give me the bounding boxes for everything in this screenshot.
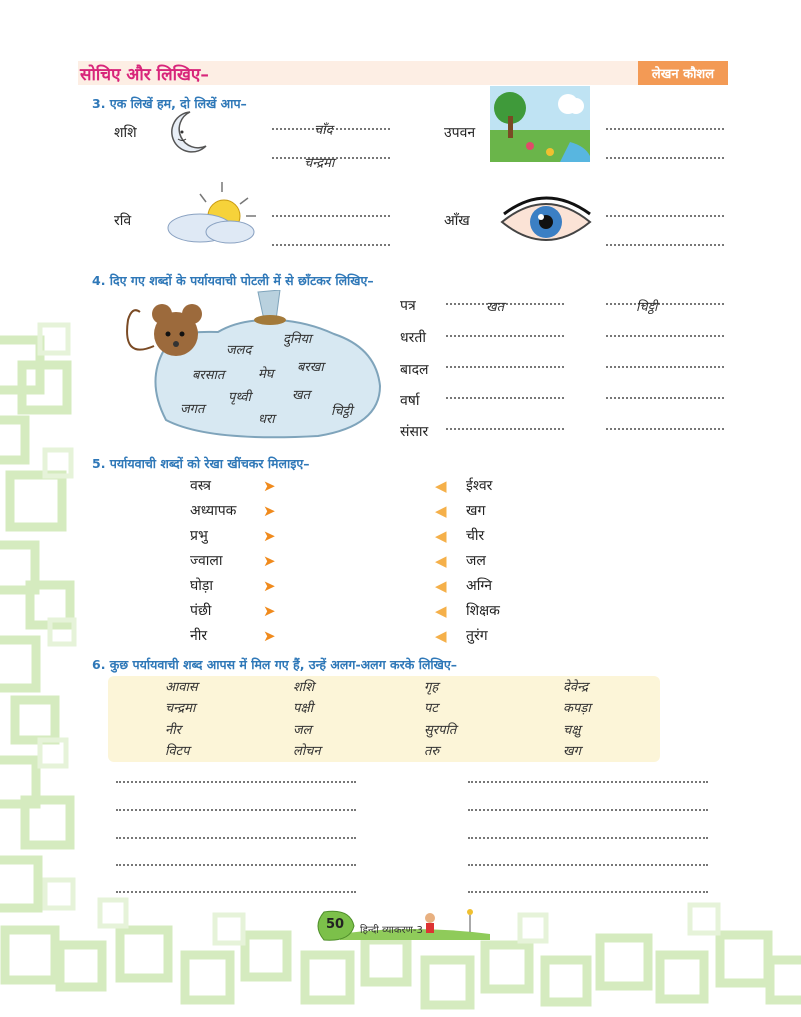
- page-number: 50: [326, 917, 345, 932]
- q3-word-shashi: शशि: [114, 125, 137, 141]
- q4-word: बादल: [400, 362, 429, 378]
- q4-answer: खत: [486, 300, 505, 315]
- mixed-word: विटप: [165, 744, 190, 759]
- q6-answer-line[interactable]: [468, 891, 708, 893]
- mixed-word: खग: [563, 744, 581, 759]
- left-arrow-icon[interactable]: ◀: [435, 477, 447, 495]
- q5-left-word: नीर: [190, 628, 208, 644]
- mixed-word: कपड़ा: [563, 701, 591, 716]
- question-3-title: 3. एक लिखें हम, दो लिखें आप–: [92, 96, 247, 111]
- q4-word: धरती: [400, 330, 426, 346]
- mixed-word: तरु: [424, 744, 440, 759]
- q5-left-word: घोड़ा: [190, 578, 214, 594]
- q5-left-word: ज्वाला: [190, 553, 223, 569]
- bag-word: बरखा: [297, 360, 324, 375]
- mixed-word: पट: [424, 701, 438, 716]
- q4-answer: चिट्ठी: [636, 300, 658, 315]
- right-arrow-icon[interactable]: ➤: [263, 577, 276, 595]
- right-arrow-icon[interactable]: ➤: [263, 502, 276, 520]
- bag-word: पृथ्वी: [228, 390, 251, 405]
- left-arrow-icon[interactable]: ◀: [435, 577, 447, 595]
- book-title: हिन्दी व्याकरण-3: [360, 925, 423, 936]
- bag-word: चिट्ठी: [331, 404, 353, 419]
- sun-cloud-icon: [160, 180, 264, 246]
- q5-right-word: चीर: [466, 528, 485, 544]
- q6-answer-line[interactable]: [116, 781, 356, 783]
- bag-word: जलद: [226, 343, 252, 358]
- mixed-word: चन्द्रमा: [165, 701, 196, 716]
- mixed-word: जल: [293, 723, 312, 738]
- q4-word: संसार: [400, 424, 429, 440]
- bag-word: मेघ: [258, 367, 274, 382]
- q6-answer-line[interactable]: [468, 809, 708, 811]
- left-arrow-icon[interactable]: ◀: [435, 502, 447, 520]
- q4-word: पत्र: [400, 298, 416, 314]
- mixed-word: शशि: [293, 680, 315, 695]
- mixed-word: गृह: [424, 680, 439, 695]
- q6-answer-line[interactable]: [116, 891, 356, 893]
- bag-word: जगत: [180, 402, 205, 417]
- q3-line-4b[interactable]: [606, 244, 724, 246]
- q5-left-word: पंछी: [190, 603, 212, 619]
- mixed-word: पक्षी: [293, 701, 314, 716]
- mixed-word: सुरपति: [424, 723, 457, 738]
- q4-line[interactable]: [606, 397, 724, 399]
- right-arrow-icon[interactable]: ➤: [263, 527, 276, 545]
- q5-right-word: अग्नि: [466, 578, 493, 594]
- bag-word: खत: [292, 388, 311, 403]
- right-arrow-icon[interactable]: ➤: [263, 477, 276, 495]
- q3-line-3b[interactable]: [272, 244, 390, 246]
- q3-word-aankh: आँख: [444, 213, 470, 229]
- q4-line[interactable]: [606, 303, 724, 305]
- q5-left-word: वस्त्र: [190, 478, 211, 494]
- q3-line-3a[interactable]: [272, 215, 390, 217]
- section-title: सोचिए और लिखिए–: [80, 65, 209, 85]
- q6-answer-line[interactable]: [468, 864, 708, 866]
- left-arrow-icon[interactable]: ◀: [435, 527, 447, 545]
- question-5-title: 5. पर्यायवाची शब्दों को रेखा खींचकर मिलाइए–: [92, 456, 310, 471]
- q5-right-word: खग: [466, 503, 486, 519]
- q5-right-word: जल: [466, 553, 486, 569]
- q6-answer-line[interactable]: [116, 864, 356, 866]
- q4-line[interactable]: [446, 428, 564, 430]
- mixed-word: चक्षु: [563, 723, 581, 738]
- q3-answer-1a: चाँद: [314, 123, 333, 138]
- q6-answer-line[interactable]: [116, 809, 356, 811]
- eye-icon: [498, 192, 594, 252]
- q6-answer-line[interactable]: [116, 837, 356, 839]
- q3-line-2b[interactable]: [606, 157, 724, 159]
- q4-line[interactable]: [606, 428, 724, 430]
- q6-answer-line[interactable]: [468, 837, 708, 839]
- q5-right-word: शिक्षक: [466, 603, 500, 619]
- q4-line[interactable]: [446, 335, 564, 337]
- q4-line[interactable]: [446, 397, 564, 399]
- q3-word-ravi: रवि: [114, 213, 132, 229]
- mixed-word: आवास: [165, 680, 198, 695]
- q4-line[interactable]: [446, 366, 564, 368]
- mixed-word: नीर: [165, 723, 181, 738]
- q3-answer-1b: चन्द्रमा: [304, 156, 335, 171]
- q4-line[interactable]: [606, 366, 724, 368]
- right-arrow-icon[interactable]: ➤: [263, 627, 276, 645]
- left-arrow-icon[interactable]: ◀: [435, 552, 447, 570]
- q3-line-4a[interactable]: [606, 215, 724, 217]
- bag-word: दुनिया: [283, 332, 312, 347]
- mixed-word: लोचन: [293, 744, 321, 759]
- bag-word: धरा: [258, 412, 275, 427]
- mixed-word: देवेन्द्र: [563, 680, 589, 695]
- q4-line[interactable]: [606, 335, 724, 337]
- garden-icon: [490, 86, 590, 162]
- q5-left-word: प्रभु: [190, 528, 208, 544]
- bag-word: बरसात: [192, 368, 225, 383]
- q3-word-upvan: उपवन: [444, 125, 476, 141]
- question-4-title: 4. दिए गए शब्दों के पर्यायवाची पोटली में से छाँटकर लिखिए–: [92, 273, 374, 288]
- q5-left-word: अध्यापक: [190, 503, 237, 519]
- moon-icon: [160, 108, 210, 156]
- left-arrow-icon[interactable]: ◀: [435, 627, 447, 645]
- right-arrow-icon[interactable]: ➤: [263, 602, 276, 620]
- q4-word: वर्षा: [400, 393, 420, 409]
- q3-line-2a[interactable]: [606, 128, 724, 130]
- left-arrow-icon[interactable]: ◀: [435, 602, 447, 620]
- q6-answer-line[interactable]: [468, 781, 708, 783]
- question-6-title: 6. कुछ पर्यायवाची शब्द आपस में मिल गए हैं, उन्हें अलग-अलग करके लिखिए–: [92, 657, 458, 672]
- section-badge: लेखन कौशल: [638, 61, 728, 85]
- q5-right-word: ईश्वर: [466, 478, 493, 494]
- right-arrow-icon[interactable]: ➤: [263, 552, 276, 570]
- q5-right-word: तुरंग: [466, 628, 488, 644]
- q4-line[interactable]: [446, 303, 564, 305]
